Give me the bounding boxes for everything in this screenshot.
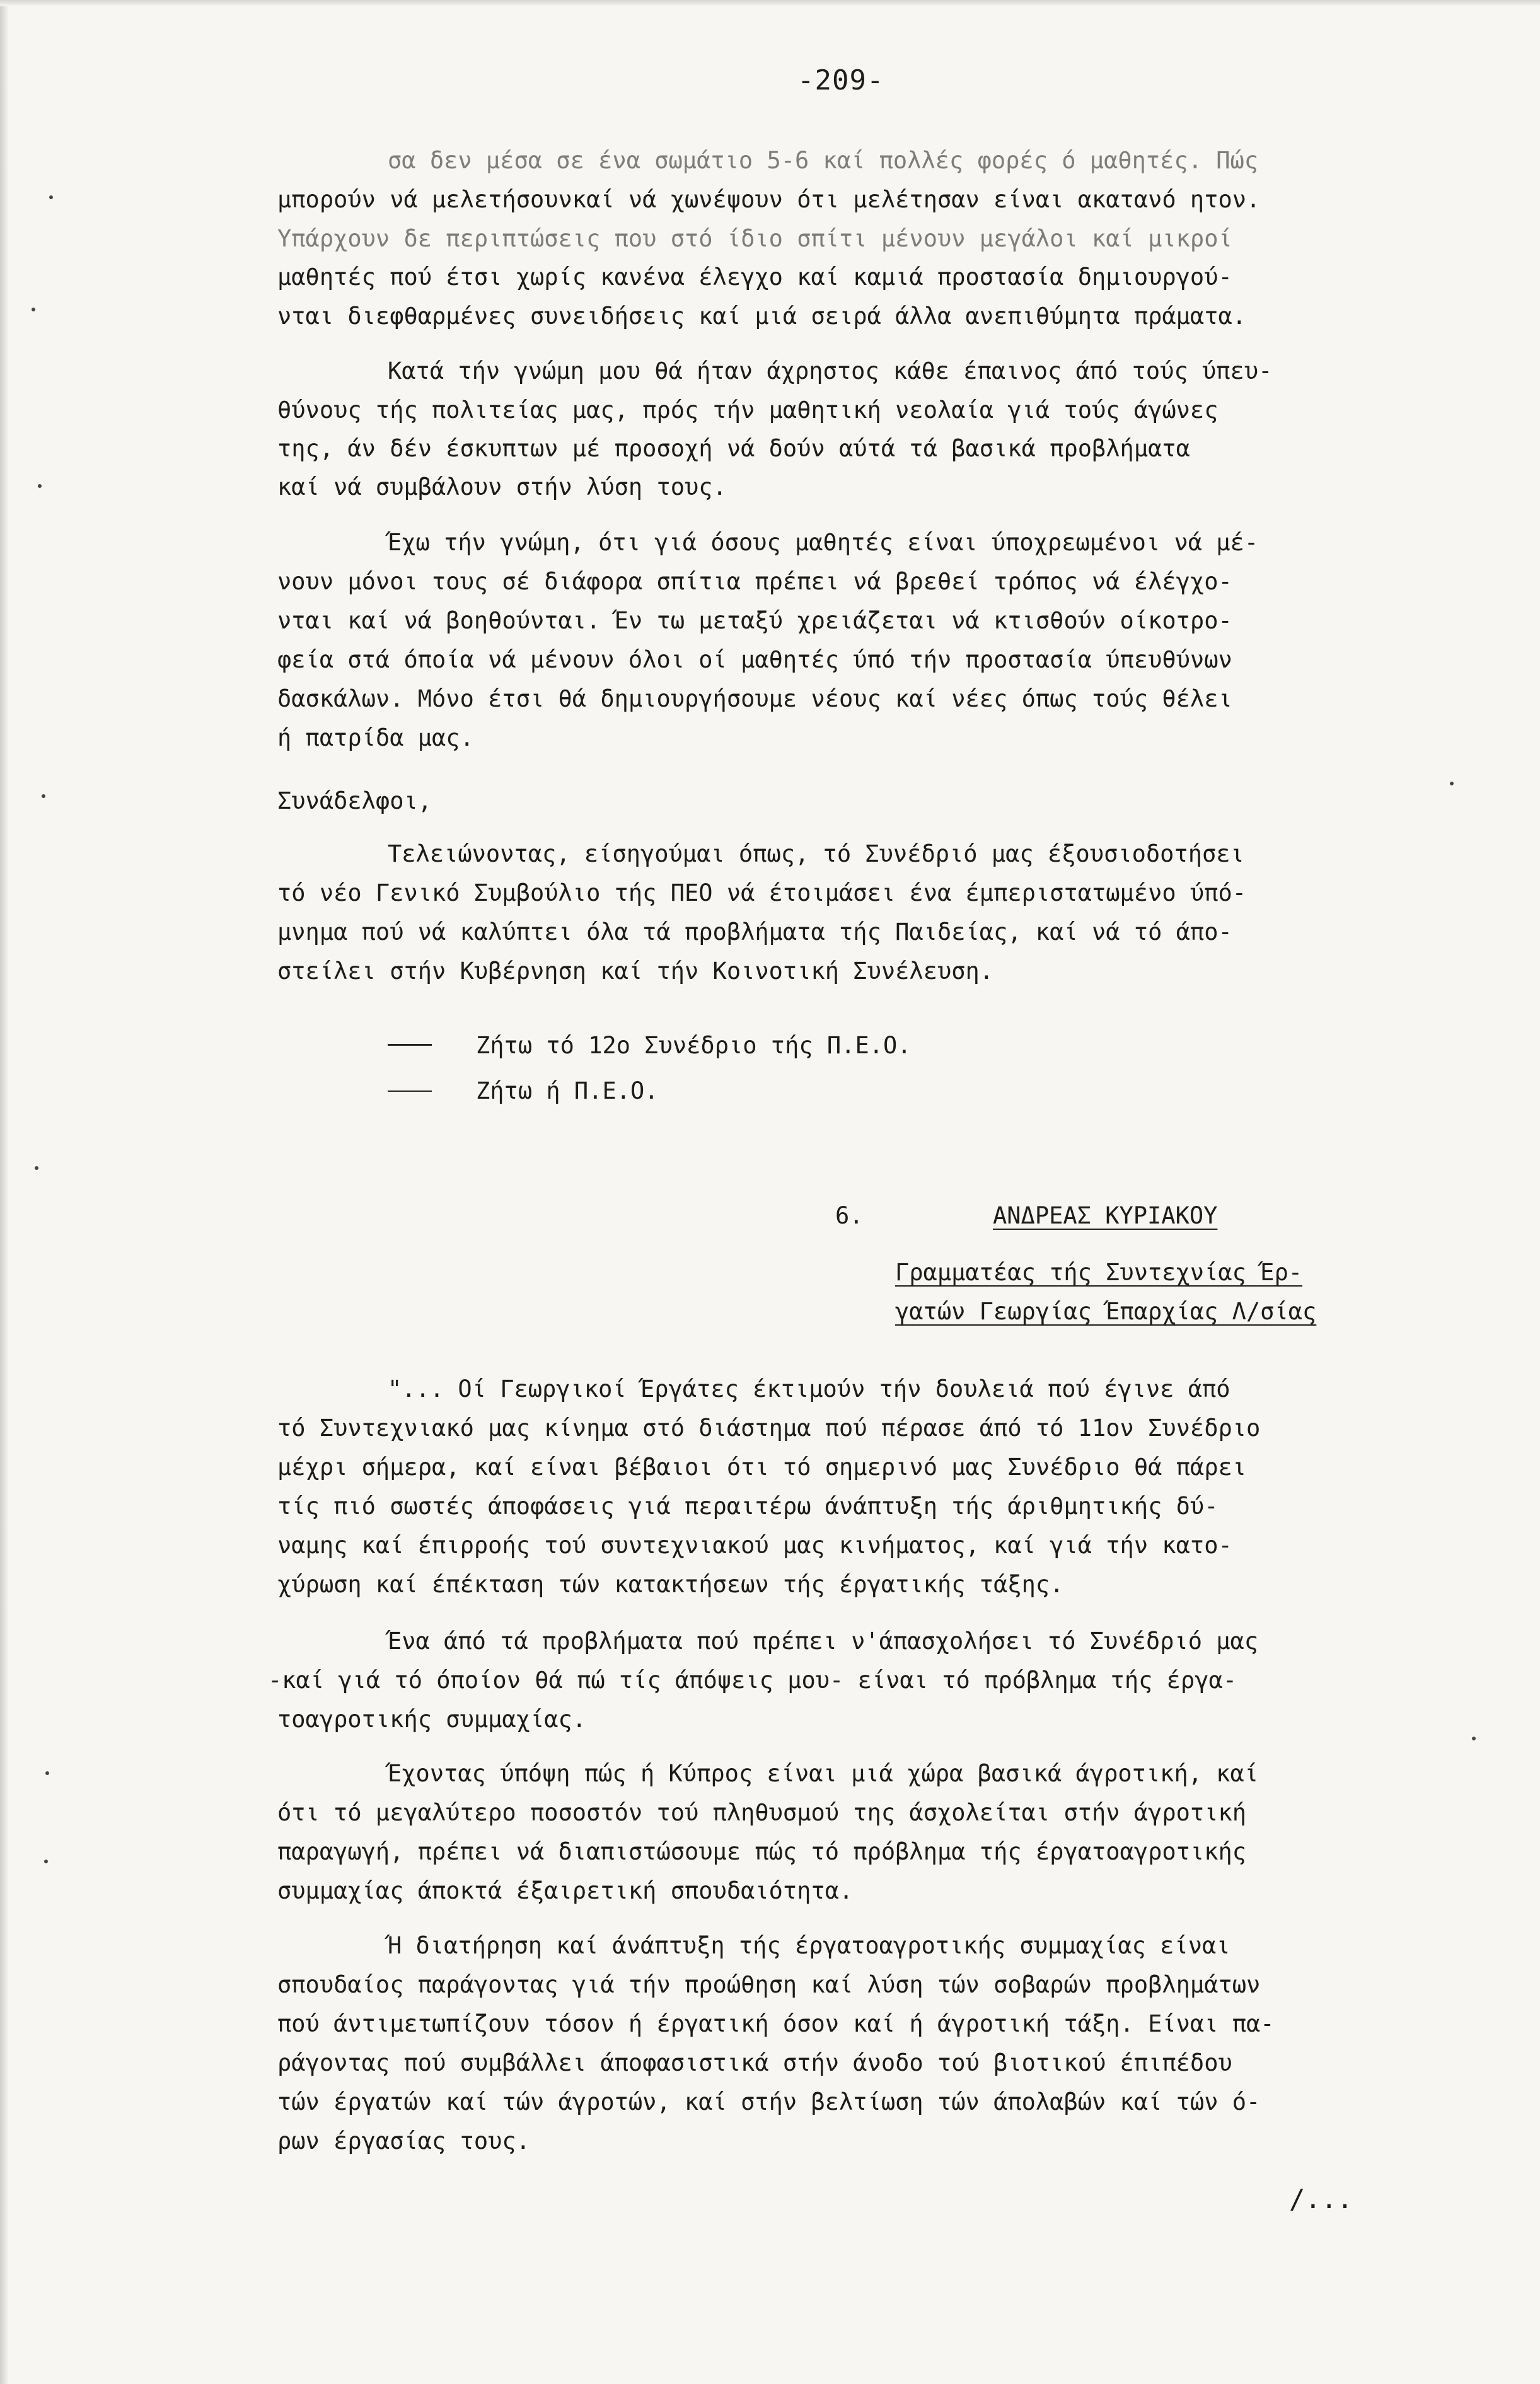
text-line: δασκάλων. Μόνο έτσι θά δημιουργήσουμε νέους καί νέες όπως τούς θέλει [277, 685, 1232, 712]
text-line: ή πατρίδα μας. [277, 724, 474, 751]
text-line: καί νά συμβάλουν στήν λύση τους. [277, 473, 727, 501]
speaker-number: 6. [835, 1202, 864, 1229]
text-line: ότι τό μεγαλύτερο ποσοστόν τού πληθυσμού της άσχολείται στήν άγροτική [277, 1799, 1247, 1826]
scan-edge-shadow [0, 0, 9, 2384]
continuation-marker: /... [1289, 2184, 1353, 2214]
text-line: μπορούν νά μελετήσουνκαί νά χωνέψουν ότι μελέτησαν είναι ακατανό ητον. [277, 186, 1261, 213]
slogan-dash [388, 1044, 432, 1046]
text-line: θύνους τής πολιτείας μας, πρός τήν μαθητική νεολαία γιά τούς άγώνες [277, 396, 1219, 424]
scan-speck [35, 1166, 38, 1170]
text-line: φεία στά όποία νά μένουν όλοι οί μαθητές ύπό τήν προστασία ύπευθύνων [277, 646, 1232, 673]
text-line: μνημα πού νά καλύπτει όλα τά προβλήματα τής Παιδείας, καί νά τό άπο- [277, 918, 1232, 946]
text-line: Έχω τήν γνώμη, ότι γιά όσους μαθητές είναι ύποχρεωμένοι νά μέ- [388, 529, 1259, 556]
text-line: σπουδαίος παράγοντας γιά τήν προώθηση καί λύση τών σοβαρών προβλημάτων [277, 1971, 1261, 1998]
scan-speck [1472, 1737, 1476, 1740]
text-line: Τελειώνοντας, είσηγούμαι όπως, τό Συνέδριό μας έξουσιοδοτήσει [388, 840, 1244, 867]
text-line: τό Συντεχνιακό μας κίνημα στό διάστημα πού πέρασε άπό τό 11ον Συνέδριο [277, 1415, 1261, 1442]
scan-speck [45, 1771, 49, 1775]
text-line: ρων έργασίας τους. [277, 2127, 530, 2155]
text-line: συμμαχίας άποκτά έξαιρετική σπουδαιότητα. [277, 1877, 854, 1904]
text-line: Κατά τήν γνώμη μου θά ήταν άχρηστος κάθε έπαινος άπό τούς ύπευ- [388, 357, 1273, 385]
text-line: νται διεφθαρμένες συνειδήσεις καί μιά σειρά άλλα ανεπιθύμητα πράματα. [277, 303, 1247, 330]
text-line: Ή διατήρηση καί άνάπτυξη τής έργατοαγροτικής συμμαχίας είναι [388, 1932, 1230, 1959]
page-number: -209- [797, 64, 884, 96]
text-line: σα δεν μέσα σε ένα σωμάτιο 5-6 καί πολλές φορές ό μαθητές. Πώς [388, 147, 1259, 174]
text-line: ράγοντας πού συμβάλλει άποφασιστικά στήν άνοδο τού βιοτικού έπιπέδου [277, 2049, 1232, 2076]
scan-speck [32, 308, 35, 311]
text-line: τών έργατών καί τών άγροτών, καί στήν βελτίωση τών άπολαβών καί τών ό- [277, 2088, 1261, 2115]
text-line: "... Οί Γεωργικοί Έργάτες έκτιμούν τήν δουλειά πού έγινε άπό [388, 1375, 1230, 1403]
text-line: μέχρι σήμερα, καί είναι βέβαιοι ότι τό σημερινό μας Συνέδριο θά πάρει [277, 1454, 1247, 1481]
speaker-title: Γραμματέας τής Συντεχνίας Έρ- [895, 1259, 1303, 1286]
text-line: Υπάρχουν δε περιπτώσεις που στό ίδιο σπίτι μένουν μεγάλοι καί μικροί [277, 225, 1232, 252]
salutation: Συνάδελφοι, [277, 787, 432, 814]
scan-top-shadow [0, 0, 1540, 6]
text-line: της, άν δέν έσκυπτων μέ προσοχή νά δούν αύτά τά βασικά προβλήματα [277, 435, 1190, 462]
text-line: τοαγροτικής συμμαχίας. [277, 1706, 587, 1733]
text-line: ναμης καί έπιρροής τού συντεχνιακού μας κινήματος, καί γιά τήν κατο- [277, 1532, 1232, 1559]
scan-speck [49, 195, 53, 199]
text-line: νουν μόνοι τους σέ διάφορα σπίτια πρέπει νά βρεθεί τρόπος νά έλέγχο- [277, 568, 1232, 595]
text-line: μαθητές πού έτσι χωρίς κανένα έλεγχο καί καμιά προστασία δημιουργού- [277, 263, 1232, 291]
text-line: στείλει στήν Κυβέρνηση καί τήν Κοινοτική Συνέλευση. [277, 958, 994, 985]
text-line: τό νέο Γενικό Συμβούλιο τής ΠΕΟ νά έτοιμάσει ένα έμπεριστατωμένο ύπό- [277, 879, 1247, 906]
scan-speck [38, 484, 42, 488]
text-line: νται καί νά βοηθούνται. Έν τω μεταξύ χρειάζεται νά κτισθούν οίκοτρο- [277, 607, 1232, 634]
slogan-dash [388, 1091, 432, 1092]
speaker-title: γατών Γεωργίας Έπαρχίας Λ/σίας [895, 1298, 1317, 1325]
text-line: πού άντιμετωπίζουν τόσον ή έργατική όσον καί ή άγροτική τάξη. Είναι πα- [277, 2010, 1275, 2037]
text-line: παραγωγή, πρέπει νά διαπιστώσουμε πώς τό πρόβλημα τής έργατοαγροτικής [277, 1838, 1247, 1865]
text-line: τίς πιό σωστές άποφάσεις γιά περαιτέρω άνάπτυξη τής άριθμητικής δύ- [277, 1493, 1219, 1520]
text-line: Ένα άπό τά προβλήματα πού πρέπει ν'άπασχολήσει τό Συνέδριό μας [388, 1628, 1259, 1655]
speaker-name: ΑΝΔΡΕΑΣ ΚΥΡΙΑΚΟΥ [993, 1202, 1218, 1229]
text-line: Έχοντας ύπόψη πώς ή Κύπρος είναι μιά χώρα βασικά άγροτική, καί [388, 1760, 1259, 1787]
slogan: Ζήτω τό 12ο Συνέδριο τής Π.Ε.Ο. [476, 1032, 912, 1059]
scan-speck [44, 1860, 48, 1863]
scan-speck [1450, 782, 1454, 785]
text-line: -καί γιά τό όποίον θά πώ τίς άπόψεις μου- είναι τό πρόβλημα τής έργα- [268, 1667, 1237, 1694]
scan-speck [42, 794, 45, 798]
text-line: χύρωση καί έπέκταση τών κατακτήσεων τής έργατικής τάξης. [277, 1571, 1064, 1598]
slogan: Ζήτω ή Π.Ε.Ο. [476, 1077, 659, 1104]
